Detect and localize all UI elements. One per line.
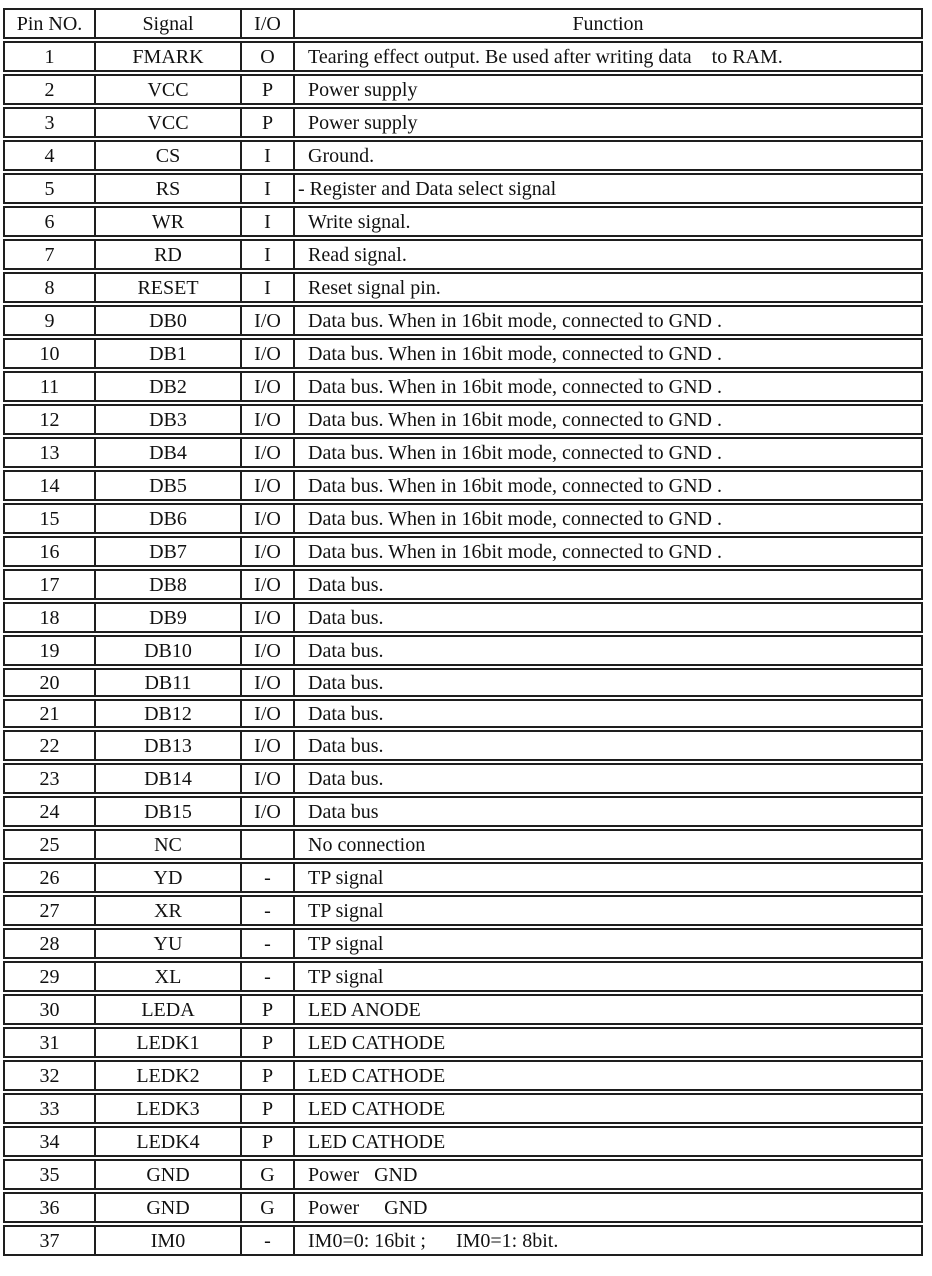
io-cell: P bbox=[242, 76, 295, 103]
pin-cell: 4 bbox=[5, 142, 96, 169]
table-row bbox=[3, 140, 923, 171]
io-cell: - bbox=[242, 897, 295, 924]
function-cell: Data bus. When in 16bit mode, connected to GND . bbox=[308, 375, 722, 398]
table-row bbox=[3, 371, 923, 402]
pin-function-table bbox=[3, 8, 923, 1256]
io-cell: P bbox=[242, 1029, 295, 1056]
table-row bbox=[3, 895, 923, 926]
io-cell: I/O bbox=[242, 505, 295, 532]
function-cell: Read signal. bbox=[308, 243, 407, 266]
table-row bbox=[3, 569, 923, 600]
table-row bbox=[3, 1192, 923, 1223]
signal-cell: LEDK2 bbox=[96, 1062, 242, 1089]
table-row bbox=[3, 829, 923, 860]
table-row bbox=[3, 961, 923, 992]
function-cell: Data bus. bbox=[308, 767, 384, 790]
pin-cell: 33 bbox=[5, 1095, 96, 1122]
signal-cell: LEDA bbox=[96, 996, 242, 1023]
signal-cell: DB13 bbox=[96, 732, 242, 759]
io-cell: I/O bbox=[242, 538, 295, 565]
io-cell: I bbox=[242, 142, 295, 169]
signal-cell: GND bbox=[96, 1194, 242, 1221]
signal-cell: IM0 bbox=[96, 1227, 242, 1254]
function-cell: Data bus. When in 16bit mode, connected to GND . bbox=[308, 342, 722, 365]
signal-cell: NC bbox=[96, 831, 242, 858]
function-cell: LED CATHODE bbox=[308, 1130, 446, 1153]
pin-cell: 5 bbox=[5, 175, 96, 202]
pin-cell: 7 bbox=[5, 241, 96, 268]
signal-cell: DB1 bbox=[96, 340, 242, 367]
signal-cell: DB12 bbox=[96, 701, 242, 726]
table-row bbox=[3, 1159, 923, 1190]
io-cell: G bbox=[242, 1194, 295, 1221]
pin-cell: 13 bbox=[5, 439, 96, 466]
signal-cell: DB4 bbox=[96, 439, 242, 466]
io-cell: P bbox=[242, 1095, 295, 1122]
pin-cell: 37 bbox=[5, 1227, 96, 1254]
table-row bbox=[3, 1027, 923, 1058]
function-cell: Power GND bbox=[308, 1163, 418, 1186]
table-row bbox=[3, 602, 923, 633]
function-cell: TP signal bbox=[308, 899, 384, 922]
io-cell: P bbox=[242, 109, 295, 136]
signal-cell: LEDK1 bbox=[96, 1029, 242, 1056]
function-cell: Write signal. bbox=[308, 210, 411, 233]
signal-cell: DB14 bbox=[96, 765, 242, 792]
table-header-row bbox=[3, 8, 923, 39]
table-row bbox=[3, 74, 923, 105]
function-cell: Data bus. When in 16bit mode, connected to GND . bbox=[308, 408, 722, 431]
function-cell: Data bus. When in 16bit mode, connected to GND . bbox=[308, 309, 722, 332]
table-row bbox=[3, 503, 923, 534]
table-row bbox=[3, 1060, 923, 1091]
function-cell: Data bus. bbox=[308, 702, 384, 725]
signal-cell: LEDK3 bbox=[96, 1095, 242, 1122]
pin-cell: 35 bbox=[5, 1161, 96, 1188]
table-row bbox=[3, 272, 923, 303]
function-cell: Data bus. When in 16bit mode, connected to GND . bbox=[308, 474, 722, 497]
table-row bbox=[3, 1093, 923, 1124]
function-cell: Data bus. When in 16bit mode, connected to GND . bbox=[308, 540, 722, 563]
signal-cell: RS bbox=[96, 175, 242, 202]
signal-cell: XR bbox=[96, 897, 242, 924]
pin-cell: 15 bbox=[5, 505, 96, 532]
function-cell: Data bus. When in 16bit mode, connected to GND . bbox=[308, 441, 722, 464]
signal-cell: DB15 bbox=[96, 798, 242, 825]
signal-cell: DB10 bbox=[96, 637, 242, 664]
pin-cell: 20 bbox=[5, 670, 96, 695]
function-cell: Data bus. bbox=[308, 734, 384, 757]
signal-cell: DB9 bbox=[96, 604, 242, 631]
pin-cell: 1 bbox=[5, 43, 96, 70]
table-row bbox=[3, 41, 923, 72]
io-cell: I bbox=[242, 241, 295, 268]
io-cell: I/O bbox=[242, 439, 295, 466]
io-cell: I/O bbox=[242, 604, 295, 631]
header-io: I/O bbox=[242, 10, 295, 37]
table-body bbox=[3, 41, 923, 1256]
function-cell: TP signal bbox=[308, 965, 384, 988]
table-row bbox=[3, 699, 923, 728]
pin-cell: 31 bbox=[5, 1029, 96, 1056]
io-cell: I/O bbox=[242, 340, 295, 367]
io-cell: - bbox=[242, 864, 295, 891]
function-cell: LED CATHODE bbox=[308, 1097, 446, 1120]
pin-cell: 26 bbox=[5, 864, 96, 891]
io-cell: I/O bbox=[242, 637, 295, 664]
io-cell: P bbox=[242, 1062, 295, 1089]
io-cell: I/O bbox=[242, 406, 295, 433]
pin-cell: 22 bbox=[5, 732, 96, 759]
pin-cell: 30 bbox=[5, 996, 96, 1023]
function-cell: LED CATHODE bbox=[308, 1031, 446, 1054]
header-signal: Signal bbox=[96, 10, 242, 37]
table-row bbox=[3, 730, 923, 761]
io-cell: I/O bbox=[242, 701, 295, 726]
io-cell: I/O bbox=[242, 798, 295, 825]
io-cell: I/O bbox=[242, 732, 295, 759]
pin-cell: 24 bbox=[5, 798, 96, 825]
pin-cell: 10 bbox=[5, 340, 96, 367]
io-cell: - bbox=[242, 963, 295, 990]
table-row bbox=[3, 994, 923, 1025]
io-cell: - bbox=[242, 930, 295, 957]
function-cell: LED CATHODE bbox=[308, 1064, 446, 1087]
signal-cell: DB5 bbox=[96, 472, 242, 499]
signal-cell: WR bbox=[96, 208, 242, 235]
function-cell: - Register and Data select signal bbox=[298, 177, 557, 200]
io-cell: I/O bbox=[242, 571, 295, 598]
signal-cell: RESET bbox=[96, 274, 242, 301]
signal-cell: FMARK bbox=[96, 43, 242, 70]
function-cell: LED ANODE bbox=[308, 998, 421, 1021]
table-row bbox=[3, 763, 923, 794]
pin-cell: 23 bbox=[5, 765, 96, 792]
pin-cell: 18 bbox=[5, 604, 96, 631]
pin-cell: 6 bbox=[5, 208, 96, 235]
signal-cell: VCC bbox=[96, 109, 242, 136]
table-row bbox=[3, 1225, 923, 1256]
function-cell: Power supply bbox=[308, 78, 418, 101]
table-row bbox=[3, 796, 923, 827]
table-row bbox=[3, 470, 923, 501]
table-row bbox=[3, 206, 923, 237]
io-cell: I bbox=[242, 208, 295, 235]
function-cell: TP signal bbox=[308, 866, 384, 889]
signal-cell: GND bbox=[96, 1161, 242, 1188]
io-cell: I/O bbox=[242, 670, 295, 695]
signal-cell: CS bbox=[96, 142, 242, 169]
pin-cell: 11 bbox=[5, 373, 96, 400]
signal-cell: DB2 bbox=[96, 373, 242, 400]
io-cell: I bbox=[242, 274, 295, 301]
header-function: Function bbox=[572, 12, 644, 35]
table-row bbox=[3, 107, 923, 138]
io-cell: P bbox=[242, 996, 295, 1023]
pin-cell: 27 bbox=[5, 897, 96, 924]
table-row bbox=[3, 928, 923, 959]
signal-cell: DB3 bbox=[96, 406, 242, 433]
table-row bbox=[3, 173, 923, 204]
function-cell: Data bus. bbox=[308, 671, 384, 694]
function-cell: No connection bbox=[308, 833, 426, 856]
function-cell: IM0=0: 16bit ; IM0=1: 8bit. bbox=[308, 1229, 559, 1252]
function-cell: Reset signal pin. bbox=[308, 276, 441, 299]
table-row bbox=[3, 536, 923, 567]
signal-cell: XL bbox=[96, 963, 242, 990]
pin-cell: 28 bbox=[5, 930, 96, 957]
io-cell: O bbox=[242, 43, 295, 70]
table-row bbox=[3, 305, 923, 336]
function-cell: Data bus. bbox=[308, 573, 384, 596]
signal-cell: DB0 bbox=[96, 307, 242, 334]
io-cell: I/O bbox=[242, 373, 295, 400]
signal-cell: LEDK4 bbox=[96, 1128, 242, 1155]
pin-cell: 2 bbox=[5, 76, 96, 103]
function-cell: Data bus bbox=[308, 800, 379, 823]
table-row bbox=[3, 437, 923, 468]
signal-cell: VCC bbox=[96, 76, 242, 103]
function-cell: Data bus. When in 16bit mode, connected to GND . bbox=[308, 507, 722, 530]
function-cell: Data bus. bbox=[308, 639, 384, 662]
table-row bbox=[3, 668, 923, 697]
table-row bbox=[3, 1126, 923, 1157]
table-row bbox=[3, 338, 923, 369]
io-cell: I/O bbox=[242, 307, 295, 334]
io-cell: I/O bbox=[242, 765, 295, 792]
pin-cell: 36 bbox=[5, 1194, 96, 1221]
table-row bbox=[3, 239, 923, 270]
pin-cell: 34 bbox=[5, 1128, 96, 1155]
signal-cell: RD bbox=[96, 241, 242, 268]
pin-cell: 16 bbox=[5, 538, 96, 565]
pin-cell: 17 bbox=[5, 571, 96, 598]
pin-cell: 25 bbox=[5, 831, 96, 858]
io-cell: I/O bbox=[242, 472, 295, 499]
table-row bbox=[3, 635, 923, 666]
signal-cell: DB7 bbox=[96, 538, 242, 565]
pin-cell: 14 bbox=[5, 472, 96, 499]
io-cell bbox=[242, 831, 295, 858]
pin-cell: 12 bbox=[5, 406, 96, 433]
header-pin-no: Pin NO. bbox=[5, 10, 96, 37]
table-row bbox=[3, 862, 923, 893]
io-cell: I bbox=[242, 175, 295, 202]
pin-cell: 8 bbox=[5, 274, 96, 301]
signal-cell: YU bbox=[96, 930, 242, 957]
function-cell: Power supply bbox=[308, 111, 418, 134]
io-cell: - bbox=[242, 1227, 295, 1254]
pin-cell: 9 bbox=[5, 307, 96, 334]
function-cell: TP signal bbox=[308, 932, 384, 955]
pin-cell: 32 bbox=[5, 1062, 96, 1089]
function-cell: Power GND bbox=[308, 1196, 428, 1219]
signal-cell: DB11 bbox=[96, 670, 242, 695]
pin-cell: 19 bbox=[5, 637, 96, 664]
pin-cell: 3 bbox=[5, 109, 96, 136]
io-cell: G bbox=[242, 1161, 295, 1188]
signal-cell: DB6 bbox=[96, 505, 242, 532]
signal-cell: DB8 bbox=[96, 571, 242, 598]
table-row bbox=[3, 404, 923, 435]
signal-cell: YD bbox=[96, 864, 242, 891]
io-cell: P bbox=[242, 1128, 295, 1155]
pin-cell: 21 bbox=[5, 701, 96, 726]
function-cell: Tearing effect output. Be used after writing data to RAM. bbox=[308, 45, 783, 68]
function-cell: Data bus. bbox=[308, 606, 384, 629]
pin-cell: 29 bbox=[5, 963, 96, 990]
function-cell: Ground. bbox=[308, 144, 375, 167]
